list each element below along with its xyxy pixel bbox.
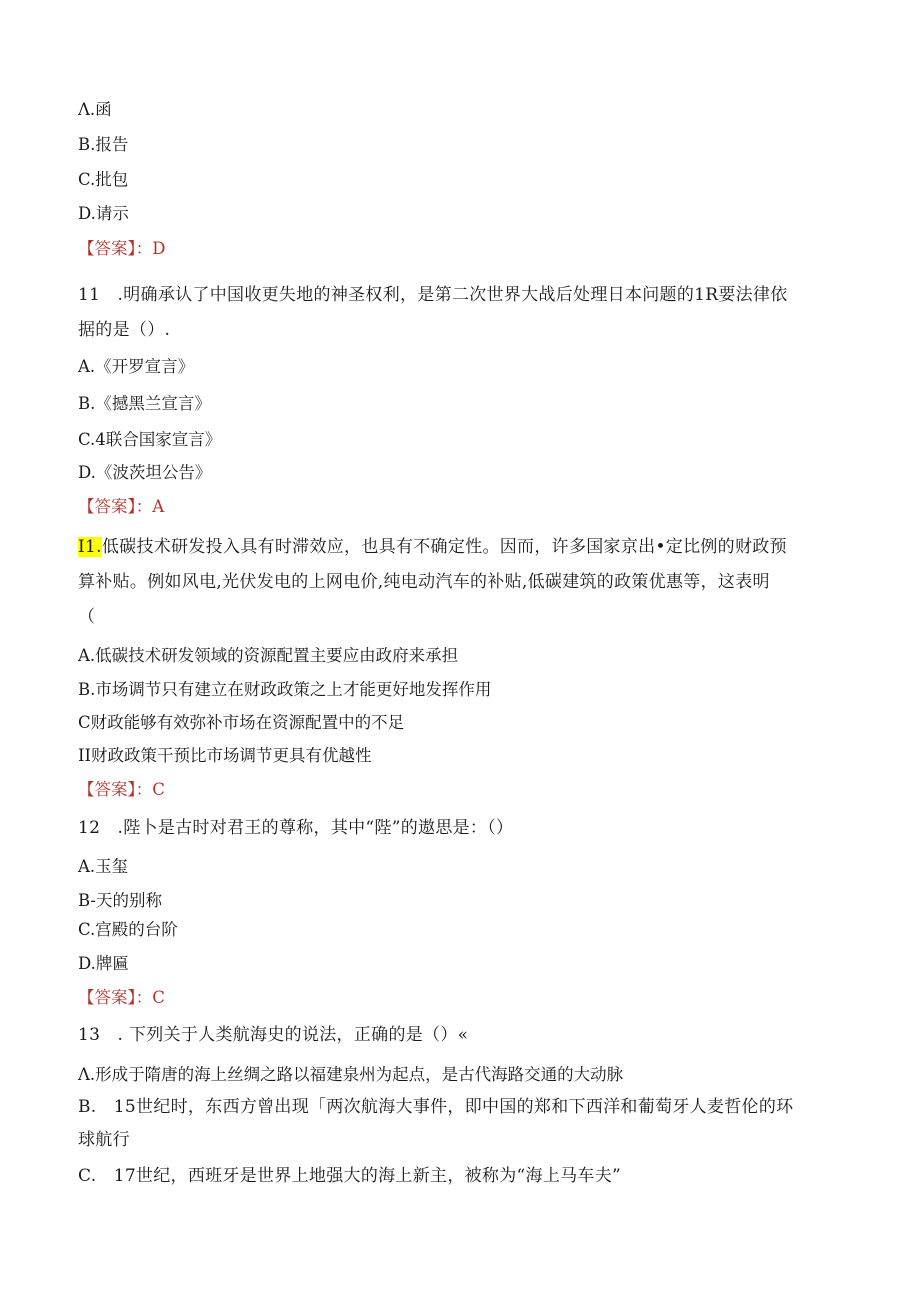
q-low-carbon-text-line2: 算补贴。例如风电,光伏发电的上网电价,纯电动汽车的补贴,低碳建筑的政策优惠等，这表明 bbox=[78, 572, 770, 592]
q10-option-b: B.报告 bbox=[78, 135, 129, 154]
q13-option-b-line1: B. 15世纪时，东西方曾出现「两次航海大事件，即中国的郑和下西洋和葡萄牙人麦哲伦的环 bbox=[78, 1097, 794, 1117]
q11-option-d: D.《波茨坦公告》 bbox=[78, 463, 212, 482]
q11-text-line1: 11 .明确承认了中国收更失地的神圣权利，是第二次世界大战后处理日本问题的1R要法律依 bbox=[78, 285, 788, 305]
q12-option-d: D.牌匾 bbox=[78, 954, 129, 973]
q13-option-a: Λ.形成于隋唐的海上丝绸之路以福建泉州为起点，是古代海路交通的大动脉 bbox=[78, 1065, 624, 1084]
q-low-carbon-answer: 【答案】：C bbox=[78, 780, 165, 799]
q12-option-b: B-天的别称 bbox=[78, 891, 163, 910]
q13-text: 13 . 下列关于人类航海史的说法，正确的是（）« bbox=[78, 1025, 469, 1045]
q13-option-c: C. 17世纪，西班牙是世界上地强大的海上新主，被称为“海上马车夫” bbox=[78, 1166, 622, 1186]
q-low-carbon-text-line3: （ bbox=[78, 607, 96, 627]
q10-option-c: C.批包 bbox=[78, 170, 129, 189]
q10-option-a: Λ.函 bbox=[78, 100, 112, 119]
q11-text-line2: 据的是（）. bbox=[78, 320, 171, 340]
q-low-carbon-option-d: II财政政策干预比市场调节更具有优越性 bbox=[78, 746, 372, 765]
q-low-carbon-option-b: B.市场调节只有建立在财政政策之上才能更好地发挥作用 bbox=[78, 680, 492, 699]
q10-answer: 【答案】：D bbox=[78, 239, 166, 258]
q11-option-c: C.4联合国家宣言》 bbox=[78, 430, 222, 449]
q12-option-c: C.宫殿的台阶 bbox=[78, 920, 178, 939]
q-low-carbon-text-line1 bbox=[78, 537, 787, 557]
q11-option-b: B.《撼黑兰宣言》 bbox=[78, 394, 211, 413]
q-low-carbon-text: 低碳技术研发投入具有时滞效应，也具有不确定性。因而，许多国家京出•定比例的财政预 bbox=[101, 537, 787, 557]
question-number-highlight: I1. bbox=[78, 537, 102, 557]
q12-option-a: A.玉玺 bbox=[78, 857, 129, 876]
q11-option-a: A.《开罗宣言》 bbox=[78, 357, 195, 376]
q11-answer: 【答案】：A bbox=[78, 497, 165, 516]
q12-text: 12 .陛卜是古时对君王的尊称，其中“陛”的遨思是：（） bbox=[78, 818, 514, 838]
q-low-carbon-option-c: C财政能够有效弥补市场在资源配置中的不足 bbox=[78, 713, 405, 732]
q12-answer: 【答案】：C bbox=[78, 988, 165, 1007]
q13-option-b-line2: 球航行 bbox=[78, 1130, 130, 1150]
q-low-carbon-option-a: A.低碳技术研发领域的资源配置主要应由政府来承担 bbox=[78, 646, 459, 665]
q10-option-d: D.请示 bbox=[78, 204, 129, 223]
